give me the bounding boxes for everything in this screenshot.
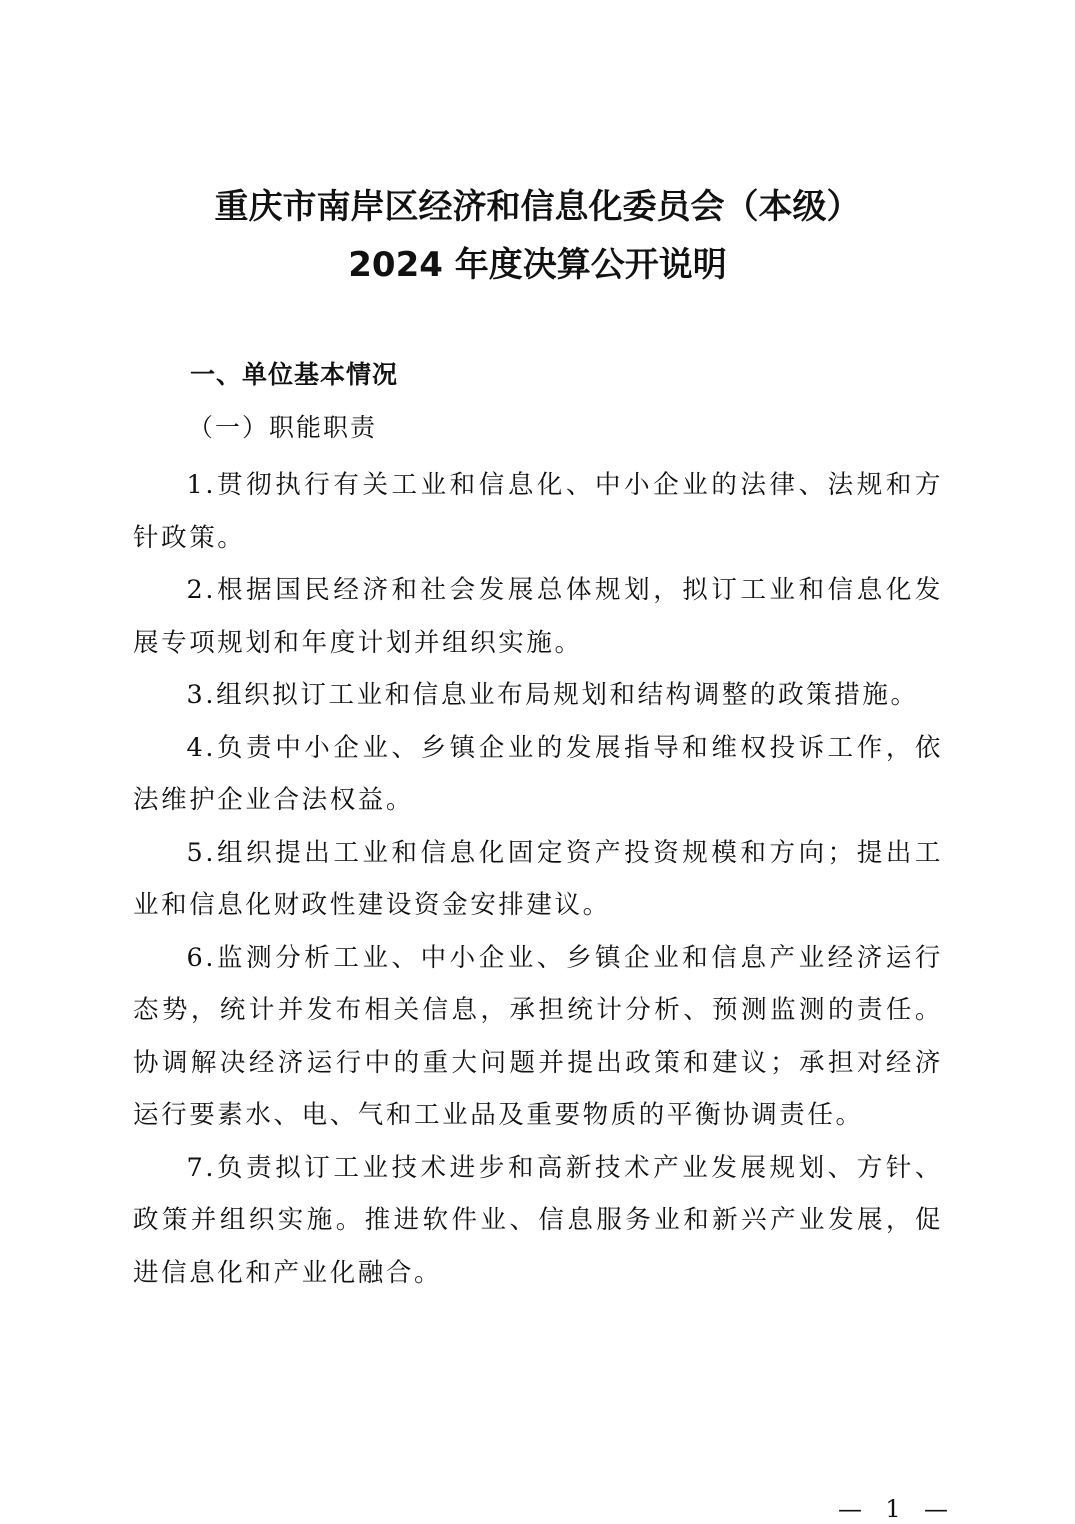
paragraph-5: 5.组织提出工业和信息化固定资产投资规模和方向；提出工业和信息化财政性建设资金安排建议。: [133, 837, 943, 920]
document-title-line-2: 2024 年度决算公开说明: [348, 245, 727, 285]
paragraph-1: 1.贯彻执行有关工业和信息化、中小企业的法律、法规和方针政策。: [133, 470, 943, 553]
page-number-dash-left: —: [838, 1495, 862, 1523]
document-body: [133, 459, 943, 1299]
paragraph-7: 7.负责拟订工业技术进步和高新技术产业发展规划、方针、政策并组织实施。推进软件业、信息服务业和新兴产业发展，促进信息化和产业化融合。: [133, 1152, 943, 1288]
page-number-dash-right: —: [924, 1495, 948, 1523]
subsection-heading: （一）职能职责: [188, 413, 378, 442]
section-heading: 一、单位基本情况: [190, 360, 399, 389]
paragraph-4: 4.负责中小企业、乡镇企业的发展指导和维权投诉工作，依法维护企业合法权益。: [133, 732, 943, 815]
document-title-line-1: 重庆市南岸区经济和信息化委员会（本级）: [214, 187, 861, 227]
paragraph-2: 2.根据国民经济和社会发展总体规划，拟订工业和信息化发展专项规划和年度计划并组织实施。: [133, 575, 943, 658]
paragraph-6: 6.监测分析工业、中小企业、乡镇企业和信息产业经济运行态势，统计并发布相关信息，承担统计分析、预测监测的责任。协调解决经济运行中的重大问题并提出政策和建议；承担对经济运行要素水、电、气和工业品及重要物质的平衡协调责任。: [133, 942, 943, 1130]
paragraph-3: 3.组织拟订工业和信息业布局规划和结构调整的政策措施。: [186, 680, 919, 710]
page-number-value: 1: [885, 1495, 901, 1523]
